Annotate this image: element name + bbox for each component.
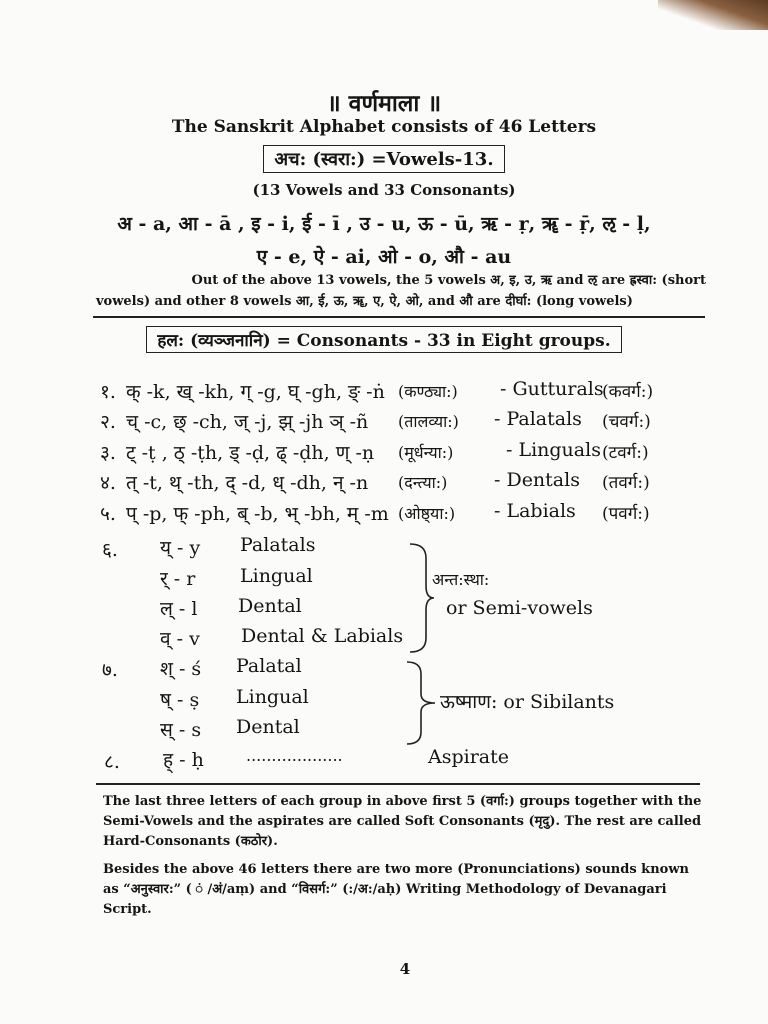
divider-bottom: [96, 783, 700, 785]
group-number: २.: [100, 411, 116, 433]
group-sanskrit-name: (दन्त्या:): [398, 473, 448, 492]
semivowel-desc: Dental: [238, 595, 302, 617]
vowel-note-line-1: Out of the above 13 vowels, the 5 vowels अ, इ, उ, ऋ and ऌ are ह्रस्वा: (short: [191, 273, 706, 288]
vowels-heading-wrap: [0, 145, 768, 173]
consonants-heading-box: हल: (व्यञ्जनानि) = Consonants - 33 in Eight groups.: [146, 326, 621, 353]
anusvara-visarga-paragraph: Besides the above 46 letters there are two more (Pronunciations) sounds known as “अनुस्वार:” ( ं /अं/aṃ) and “विसर्ग:” (:/अ:/aḥ) Writing Methodology of Devanagari Script.: [103, 862, 689, 917]
aspirate-number: ८.: [104, 751, 120, 773]
vowel-note-line-2: vowels) and other 8 vowels आ, ई, ऊ, ॠ, ए, ऐ, ओ, and औ are दीर्घा: (long vowels): [96, 294, 633, 309]
vowel-list-line-1: अ - a, आ - ā , इ - i, ई - ī , उ - u, ऊ - ū, ऋ - ṛ, ॠ - ṝ, ऌ - ḷ,: [117, 213, 651, 235]
sibilant-letter: ष् - ṣ: [160, 689, 200, 711]
semivowel-letter: व् - v: [160, 628, 200, 650]
group-varga: (तवर्ग:): [602, 473, 650, 493]
group-number: १.: [100, 381, 116, 403]
group-number: ४.: [100, 472, 116, 494]
semivowel-letter: य् - y: [160, 537, 201, 559]
group-varga: (कवर्ग:): [602, 382, 654, 402]
group-number: ५.: [100, 503, 116, 525]
group-english-name: - Labials: [494, 500, 576, 522]
group-letters: च् -c, छ् -ch, ज् -j, झ् -jh ञ् -ñ: [126, 411, 369, 433]
soft-consonants-paragraph: The last three letters of each group in above first 5 (वर्गा:) groups together with the Semi-Vowels and the aspirates are called Soft Consonants (मृदु). The rest are called Hard-Consonants (कठोर).: [103, 794, 702, 849]
page-corner-shadow: [658, 0, 768, 30]
page-subtitle: The Sanskrit Alphabet consists of 46 Letters: [171, 117, 597, 137]
group-english-name: - Palatals: [494, 408, 582, 430]
divider-top: [93, 316, 705, 318]
consonants-heading-wrap: [0, 326, 768, 353]
aspirate-letter: ह् - ḥ: [163, 749, 204, 771]
semivowel-brace-icon: [408, 542, 434, 654]
page-number: 4: [399, 960, 411, 978]
group-english-name: - Linguals: [506, 439, 601, 461]
sibilant-brace-icon: [405, 660, 435, 746]
sibilant-desc: Palatal: [236, 655, 302, 677]
letter-counts: (13 Vowels and 33 Consonants): [252, 181, 516, 199]
sibilant-desc: Lingual: [236, 686, 309, 708]
semivowel-english-label: or Semi-vowels: [446, 597, 593, 619]
group-english-name: - Gutturals: [500, 378, 604, 400]
group-sanskrit-name: (कण्ठ्या:): [398, 382, 458, 401]
sibilant-letter: श् - ś: [160, 658, 202, 680]
page-title: ॥ वर्णमाला ॥: [326, 90, 442, 117]
semivowel-letter: ल् - l: [160, 598, 198, 620]
group-number: ३.: [100, 442, 116, 464]
group-sanskrit-name: (तालव्या:): [398, 412, 459, 431]
semivowel-desc: Palatals: [240, 534, 316, 556]
group-english-name: - Dentals: [494, 469, 580, 491]
aspirate-dots: ...................: [246, 746, 343, 765]
group-letters: प् -p, फ् -ph, ब् -b, भ् -bh, म् -m: [126, 503, 389, 525]
sibilant-label: ऊष्माण: or Sibilants: [440, 691, 615, 713]
semivowel-letter: र् - r: [160, 568, 196, 590]
semivowel-number: ६.: [102, 539, 118, 561]
group-varga: (पवर्ग:): [602, 504, 650, 524]
semivowel-desc: Dental & Labials: [241, 625, 404, 647]
group-varga: (टवर्ग:): [602, 443, 649, 463]
sibilant-number: ७.: [102, 659, 118, 681]
group-letters: क् -k, ख् -kh, ग् -g, घ् -gh, ङ् -ṅ: [126, 381, 385, 403]
vowels-heading-box: अच: (स्वरा:) =Vowels-13.: [263, 145, 504, 173]
semivowel-sanskrit-label: अन्त:स्था:: [432, 570, 490, 589]
group-sanskrit-name: (ओष्ठ्या:): [398, 504, 456, 523]
sibilant-letter: स् - s: [160, 719, 202, 741]
group-sanskrit-name: (मूर्धन्या:): [398, 443, 454, 462]
group-letters: त् -t, थ् -th, द् -d, ध् -dh, न् -n: [126, 472, 369, 494]
aspirate-desc: Aspirate: [428, 746, 510, 768]
semivowel-desc: Lingual: [240, 565, 313, 587]
group-letters: ट् -ṭ , ठ् -ṭh, ड् -ḍ, ढ् -ḍh, ण् -ṇ: [126, 442, 375, 464]
sibilant-desc: Dental: [236, 716, 300, 738]
vowel-list-line-2: ए - e, ऐ - ai, ओ - o, औ - au: [256, 246, 512, 268]
group-varga: (चवर्ग:): [602, 412, 651, 432]
